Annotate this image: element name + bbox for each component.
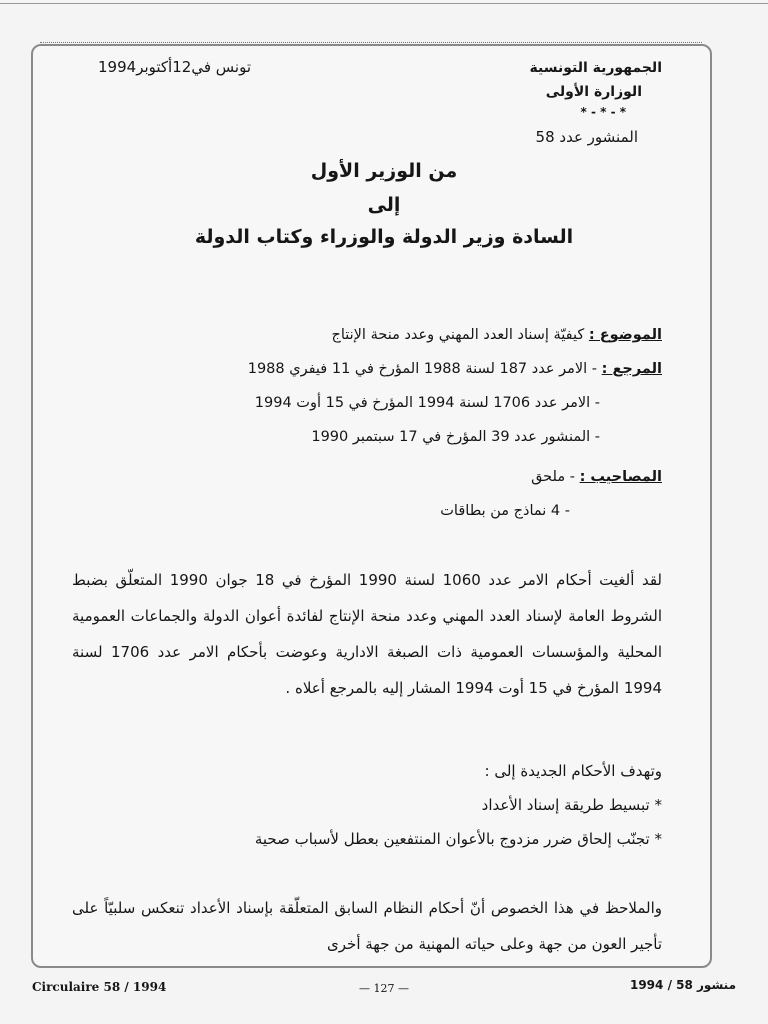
- references-block: [102, 352, 662, 454]
- letterhead: [530, 56, 663, 120]
- stars-separator: * - * - *: [580, 105, 626, 119]
- to-line: إلى: [367, 194, 401, 216]
- top-rule: [0, 3, 768, 4]
- aims-block: [72, 754, 662, 856]
- body-paragraph-2: والملاحظ في هذا الخصوص أنّ أحكام النظام السابق المتعلّقة بإسناد الأعداد تنعكس سلبيّاً على تأجير العون من جهة وعلى حياته المهنية من جهة أخرى: [72, 899, 662, 953]
- frame-dotted-edge: [40, 42, 702, 44]
- attachment-item: - ملحق: [531, 469, 575, 485]
- reference-item: - الامر عدد 187 لسنة 1988 المؤرخ في 11 فيفري 1988: [247, 361, 598, 377]
- aim-item: * تجنّب إلحاق ضرر مزدوج بالأعوان المنتفعين بعطل لأسباب صحية: [254, 830, 662, 848]
- attachments-block: [102, 460, 662, 528]
- aim-item: * تبسيط طريقة إسناد الأعداد: [481, 796, 662, 814]
- aims-intro: وتهدف الأحكام الجديدة إلى :: [484, 762, 662, 780]
- circular-number: المنشور عدد 58: [535, 128, 638, 146]
- footer-manshour: منشور 58 / 1994: [629, 978, 736, 992]
- footer-circulaire: Circulaire 58 / 1994: [32, 980, 167, 994]
- from-line: من الوزير الأول: [310, 160, 458, 182]
- attachments-label: المصاحيب :: [579, 469, 662, 485]
- body-paragraph-1: لقد ألغيت أحكام الامر عدد 1060 لسنة 1990 المؤرخ في 18 جوان 1990 المتعلّق بضبط الشروط العامة لإسناد العدد المهني وعدد منحة الإنتاج لفائدة أعوان الدولة والجماعات العمومية المحلية والمؤسسات العمومية ذات الصبغة الادارية وعوضت بأحكام الامر عدد 1706 لسنة 1994 المؤرخ في 15 أوت 1994 المشار إليه بالمرجع أعلاه .: [72, 571, 662, 697]
- reference-item: - المنشور عدد 39 المؤرخ في 17 سبتمبر 1990: [311, 429, 600, 445]
- republic-name: الجمهورية التونسية: [529, 60, 662, 76]
- subject-text: كيفيّة إسناد العدد المهني وعدد منحة الإنتاج: [331, 327, 585, 343]
- references-label: المرجع :: [601, 361, 662, 377]
- attachment-item: - 4 نماذج من بطاقات: [440, 503, 570, 519]
- subject-label: الموضوع :: [588, 327, 662, 343]
- reference-item: - الامر عدد 1706 لسنة 1994 المؤرخ في 15 أوت 1994: [254, 395, 600, 411]
- recipients-line: السادة وزير الدولة والوزراء وكتاب الدولة: [194, 226, 574, 248]
- ministry-name: الوزارة الأولى: [545, 84, 642, 100]
- subject-block: [102, 318, 662, 352]
- page-number: — 127 —: [359, 982, 409, 995]
- place-date: تونس في12أكتوبر1994: [98, 58, 251, 76]
